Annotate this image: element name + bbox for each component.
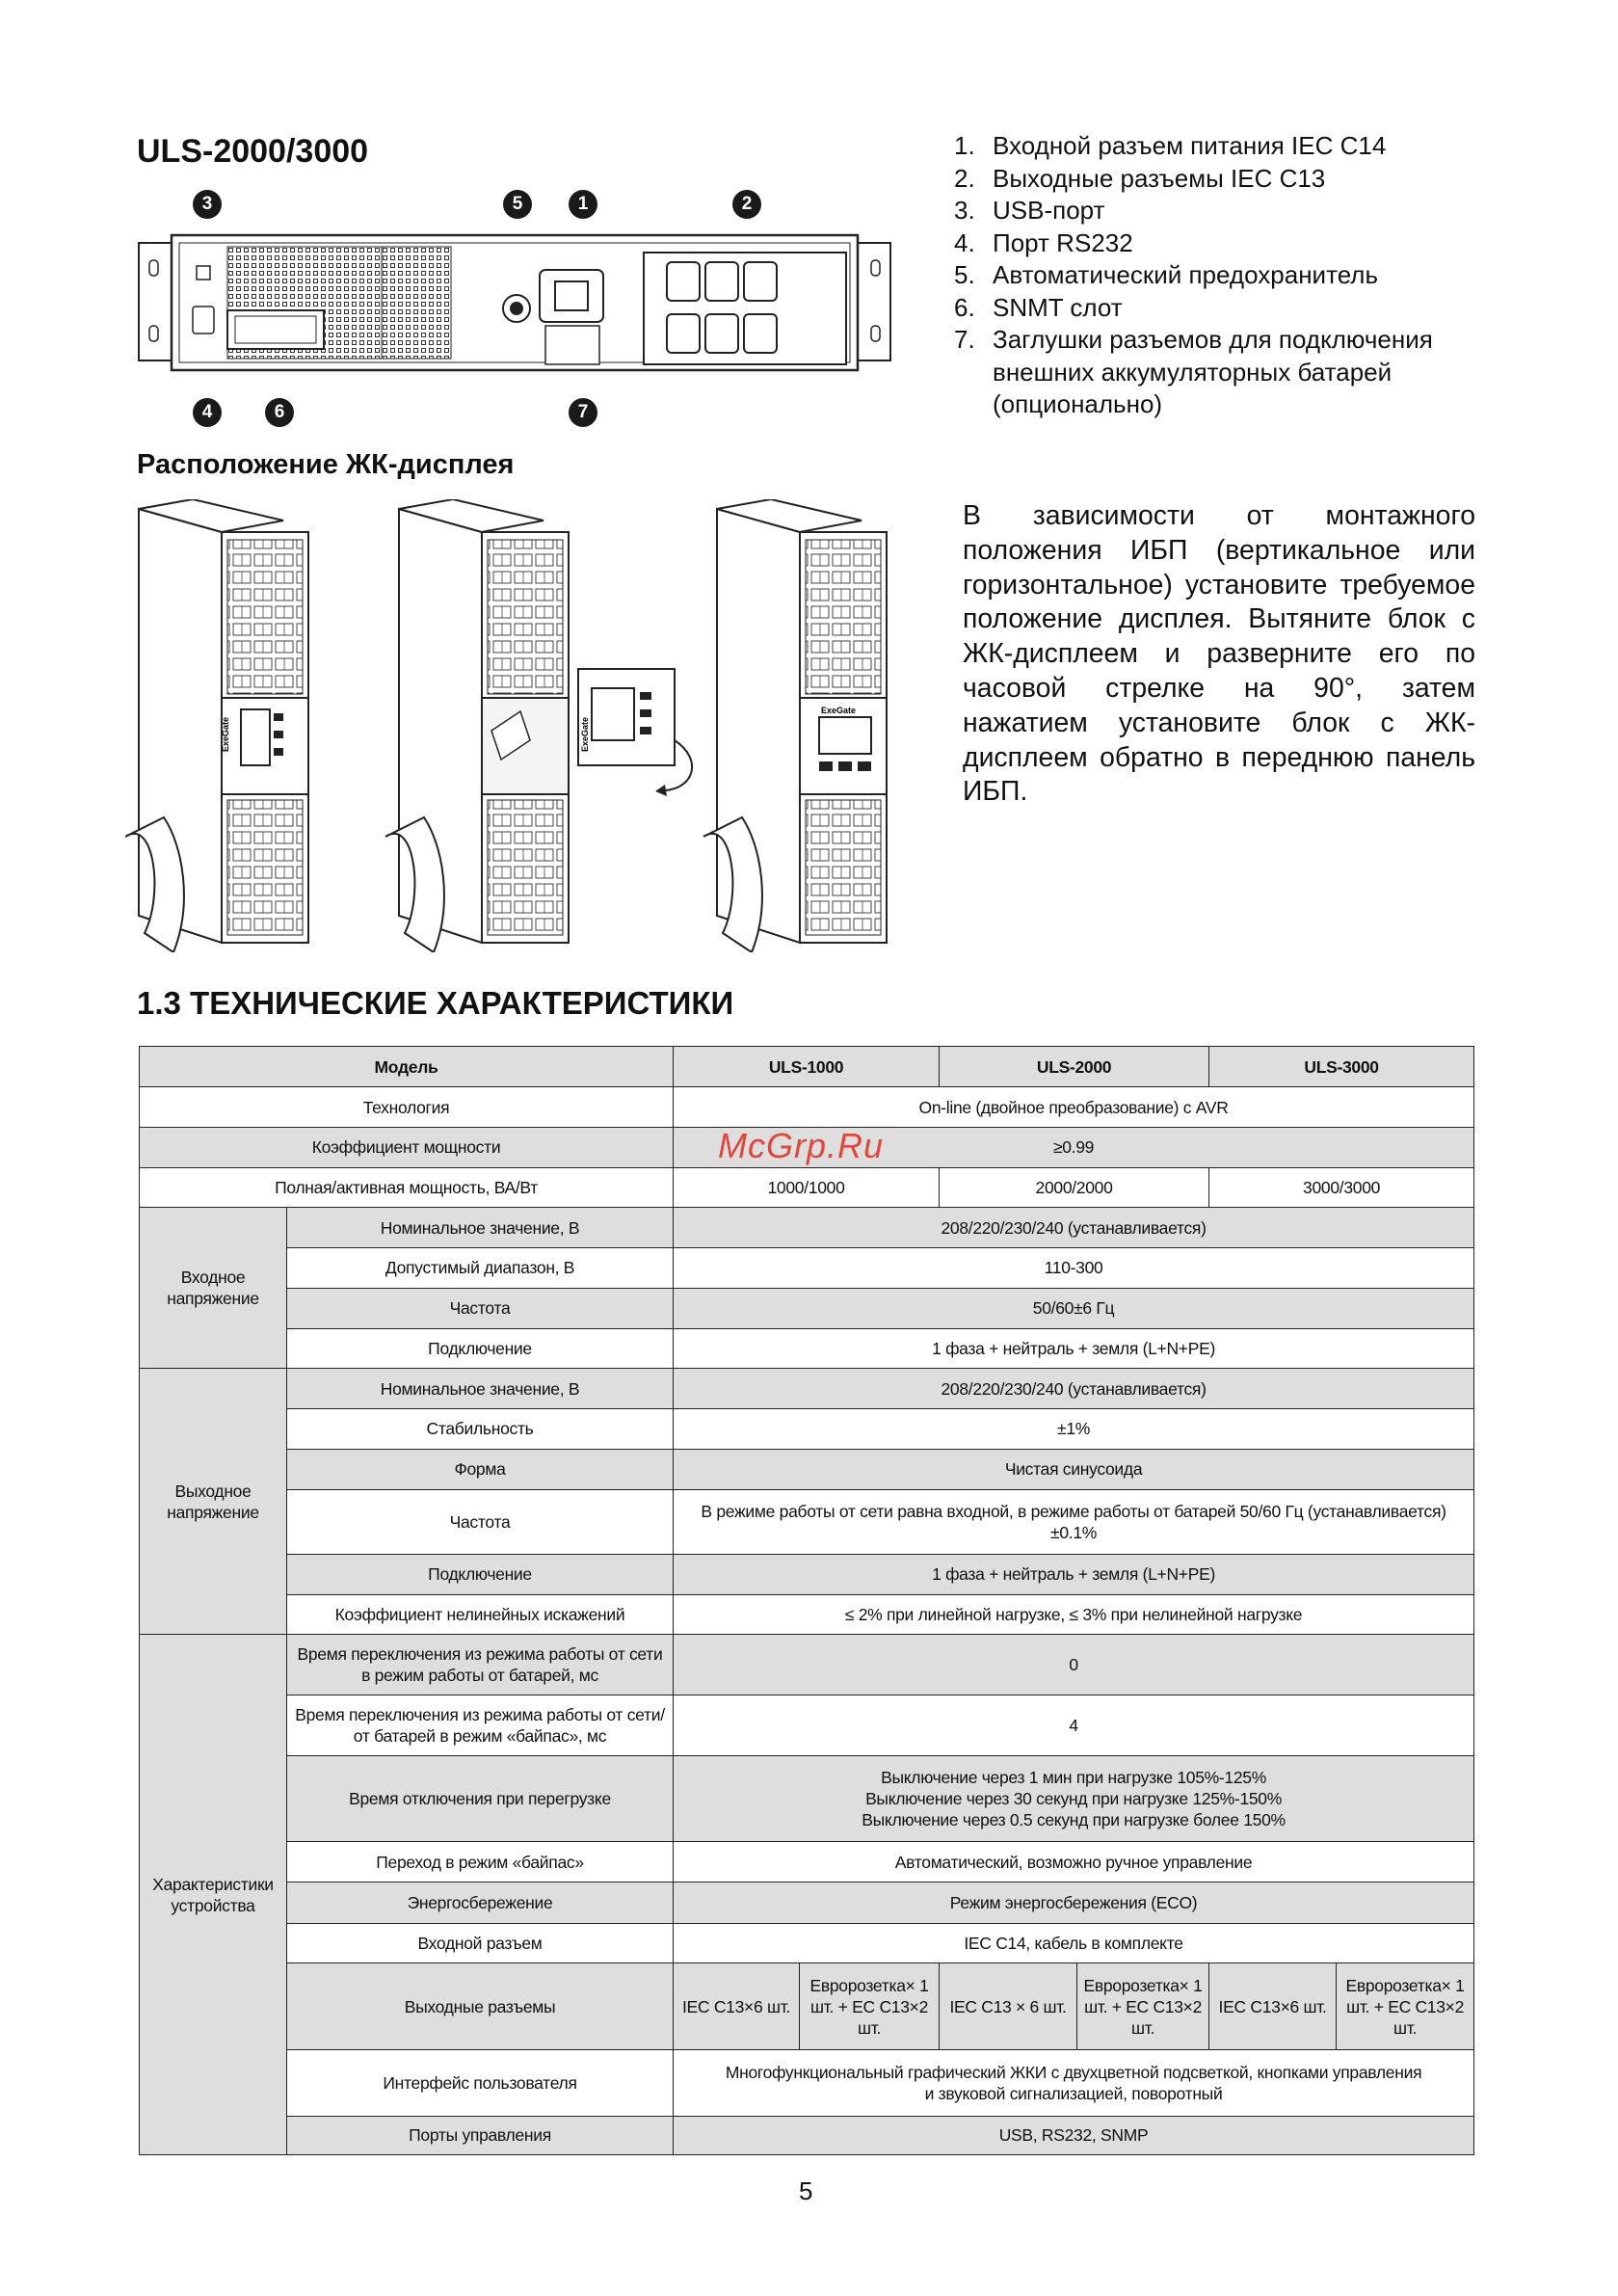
- row-label: Время переключения из режима работы от сети в режим работы от батарей, мс: [287, 1635, 674, 1695]
- row-value: Чистая синусоида: [674, 1449, 1474, 1489]
- table-row: [140, 2049, 1474, 2116]
- table-row: [140, 1963, 1474, 2050]
- ui-line-2: и звуковой сигнализацией, поворотный: [924, 2083, 1223, 2103]
- list-item: 3. USB-порт: [954, 196, 1105, 225]
- row-value: USB, RS232, SNMP: [674, 2116, 1474, 2154]
- list-item: 1. Входной разъем питания IEC C14: [954, 131, 1387, 160]
- row-label: Порты управления: [287, 2116, 674, 2154]
- list-item: 4. Порт RS232: [954, 227, 1133, 257]
- row-label: Входной разъем: [287, 1923, 674, 1962]
- row-value: 0: [674, 1635, 1474, 1695]
- badge-2: 2: [732, 190, 761, 219]
- lcd-section-title: Расположение ЖК-дисплея: [137, 449, 515, 480]
- row-label: Форма: [287, 1449, 674, 1489]
- row-value: 1000/1000: [674, 1168, 940, 1208]
- row-label: Выходные разъемы: [287, 1963, 674, 2050]
- overload-line-2: Выключение через 30 секунд при нагрузке 125%-150%: [865, 1789, 1282, 1809]
- row-label: Коэффициент нелинейных искажений: [287, 1594, 674, 1634]
- row-value: 50/60±6 Гц: [674, 1289, 1474, 1328]
- row-value: [674, 1756, 1474, 1842]
- rear-panel-diagram: [135, 231, 896, 395]
- table-row: [140, 1087, 1474, 1127]
- row-label: Номинальное значение, В: [287, 1208, 674, 1247]
- table-row: [140, 1554, 1474, 1594]
- table-row: [140, 1842, 1474, 1882]
- table-row: [140, 1923, 1474, 1962]
- badge-1: 1: [569, 190, 597, 219]
- header-uls-2000: ULS-2000: [940, 1047, 1209, 1087]
- row-value: [674, 2049, 1474, 2116]
- ups-brand-label: ExeGate: [221, 716, 230, 752]
- row-value: 208/220/230/240 (устанавливается): [674, 1208, 1474, 1247]
- table-row: [140, 1594, 1474, 1634]
- row-value: 208/220/230/240 (устанавливается): [674, 1368, 1474, 1408]
- page-number: 5: [799, 2176, 813, 2205]
- row-value: 2000/2000: [940, 1168, 1209, 1208]
- row-value: Автоматический, возможно ручное управление: [674, 1842, 1474, 1882]
- ui-line-1: Многофункциональный графический ЖКИ с двухцветной подсветкой, кнопками управления: [725, 2062, 1422, 2082]
- row-value: Евророзетка× 1 шт. + EC C13×2 шт.: [1077, 1963, 1209, 2050]
- row-label: Технология: [140, 1087, 674, 1127]
- ports-list: [954, 130, 1494, 421]
- row-label: Время переключения из режима работы от сети/от батарей в режим «байпас», мс: [287, 1695, 674, 1756]
- ups-brand-label: ExeGate: [821, 706, 857, 715]
- row-value: IEC C13×6 шт.: [674, 1963, 800, 2050]
- row-value: 4: [674, 1695, 1474, 1756]
- row-label: Частота: [287, 1489, 674, 1554]
- table-row: [140, 1247, 1474, 1288]
- ups-tower-illustrations: [125, 499, 935, 952]
- row-label: Время отключения при перегрузке: [287, 1756, 674, 1842]
- table-row: [140, 1756, 1474, 1842]
- row-value: 1 фаза + нейтраль + земля (L+N+PE): [674, 1554, 1474, 1594]
- row-label: Допустимый диапазон, В: [287, 1247, 674, 1288]
- table-row: [140, 1449, 1474, 1489]
- spec-section-title: 1.3 ТЕХНИЧЕСКИЕ ХАРАКТЕРИСТИКИ: [137, 985, 734, 1021]
- row-label: Стабильность: [287, 1409, 674, 1449]
- row-label: Энергосбережение: [287, 1882, 674, 1923]
- group-input-voltage: Входное напряжение: [140, 1208, 287, 1368]
- header-model: Модель: [140, 1047, 674, 1087]
- table-row: [140, 1289, 1474, 1328]
- row-value: 1 фаза + нейтраль + земля (L+N+PE): [674, 1328, 1474, 1368]
- badge-3: 3: [193, 190, 222, 219]
- row-value: ≥0.99: [674, 1127, 1474, 1167]
- row-label: Номинальное значение, В: [287, 1368, 674, 1408]
- table-row: [140, 1208, 1474, 1247]
- ups-brand-label: ExeGate: [580, 716, 590, 752]
- table-row: [140, 1168, 1474, 1208]
- spec-table: [139, 1046, 1474, 2155]
- table-row: [140, 1368, 1474, 1408]
- group-output-voltage: Выходное напряжение: [140, 1368, 287, 1634]
- row-value: IEC C13 × 6 шт.: [940, 1963, 1077, 2050]
- row-value: IEC C13×6 шт.: [1209, 1963, 1337, 2050]
- table-row: [140, 2116, 1474, 2154]
- lcd-instructions: В зависимости от монтажного положения ИБП (вертикальное или горизонтальное) установите требуемое положение дисплея. Вытяните блок с ЖК-дисплеем и разверните его по часовой стрелке на 90°, затем нажатием установите блок с ЖК-дисплеем обратно в переднюю панель ИБП.: [963, 500, 1475, 808]
- list-item: 7. Заглушки разъемов для подключения внешних аккумуляторных батарей (опционально): [954, 325, 1433, 418]
- row-label: Коэффициент мощности: [140, 1127, 674, 1167]
- badge-4: 4: [193, 398, 222, 427]
- row-value: В режиме работы от сети равна входной, в режиме работы от батарей 50/60 Гц (устанавливается) ±0.1%: [674, 1489, 1474, 1554]
- row-value: ±1%: [674, 1409, 1474, 1449]
- row-label: Подключение: [287, 1554, 674, 1594]
- row-label: Полная/активная мощность, ВА/Вт: [140, 1168, 674, 1208]
- row-value: IEC C14, кабель в комплекте: [674, 1923, 1474, 1962]
- watermark: McGrp.Ru: [718, 1126, 885, 1165]
- row-label: Частота: [287, 1289, 674, 1328]
- row-value: Евророзетка× 1 шт. + EC C13×2 шт.: [800, 1963, 940, 2050]
- row-value: Режим энергосбережения (ECO): [674, 1882, 1474, 1923]
- row-label: Переход в режим «байпас»: [287, 1842, 674, 1882]
- table-row: [140, 1489, 1474, 1554]
- row-value: ≤ 2% при линейной нагрузке, ≤ 3% при нелинейной нагрузке: [674, 1594, 1474, 1634]
- row-value: Евророзетка× 1 шт. + EC C13×2 шт.: [1337, 1963, 1474, 2050]
- group-device: Характеристики устройства: [140, 1635, 287, 2155]
- row-label: Интерфейс пользователя: [287, 2049, 674, 2116]
- table-row: [140, 1328, 1474, 1368]
- table-row: [140, 1882, 1474, 1923]
- table-row: [140, 1635, 1474, 1695]
- overload-line-1: Выключение через 1 мин при нагрузке 105%-125%: [881, 1768, 1266, 1788]
- badge-7: 7: [569, 398, 597, 427]
- list-item: 6. SNMT слот: [954, 292, 1123, 322]
- row-value: 110-300: [674, 1247, 1474, 1288]
- header-uls-1000: ULS-1000: [674, 1047, 940, 1087]
- row-value: 3000/3000: [1209, 1168, 1474, 1208]
- row-value: On-line (двойное преобразование) с AVR: [674, 1087, 1474, 1127]
- table-row: [140, 1409, 1474, 1449]
- badge-6: 6: [265, 398, 294, 427]
- model-title: ULS-2000/3000: [137, 133, 369, 170]
- table-row: [140, 1695, 1474, 1756]
- table-row: [140, 1047, 1474, 1087]
- row-label: Подключение: [287, 1328, 674, 1368]
- header-uls-3000: ULS-3000: [1209, 1047, 1474, 1087]
- list-item: 2. Выходные разъемы IEC C13: [954, 163, 1326, 193]
- badge-5: 5: [503, 190, 532, 219]
- list-item: 5. Автоматический предохранитель: [954, 260, 1379, 289]
- overload-line-3: Выключение через 0.5 секунд при нагрузке более 150%: [862, 1810, 1286, 1830]
